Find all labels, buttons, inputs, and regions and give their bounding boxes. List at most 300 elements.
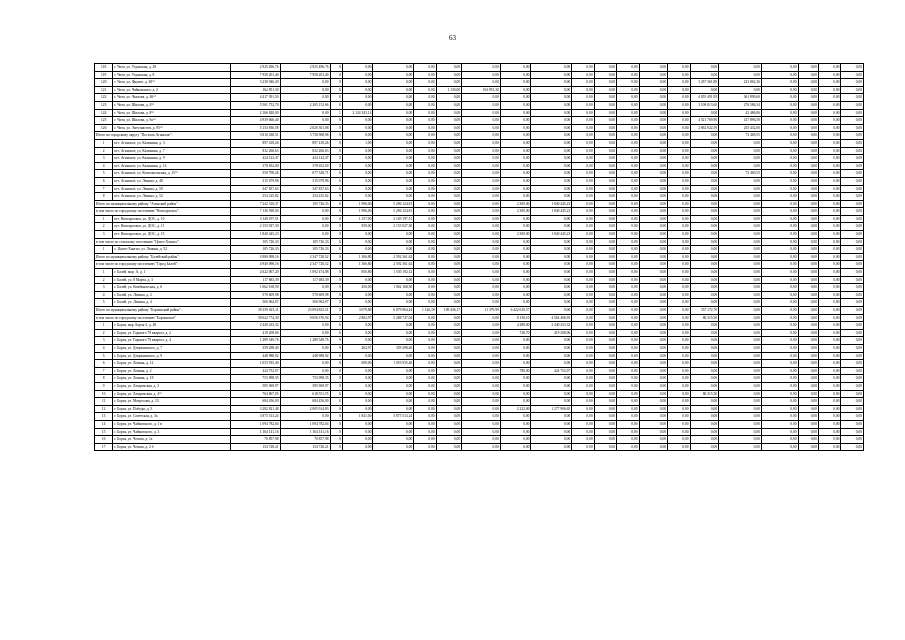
- value-cell: 276 586,34: [719, 101, 762, 109]
- value-cell: 0,00: [761, 390, 798, 398]
- value-cell: 0,00: [668, 405, 690, 413]
- value-cell: 0,00: [617, 94, 639, 102]
- value-cell: 0,00: [798, 208, 818, 216]
- value-cell: 2 862 922,59: [690, 124, 719, 132]
- value-cell: 0,00: [436, 101, 461, 109]
- value-cell: 0,00: [761, 132, 798, 140]
- value-cell: 0,00: [818, 276, 840, 284]
- row-number-cell: 3: [95, 231, 113, 239]
- value-cell: 0,00: [414, 79, 436, 87]
- value-cell: 0,00: [531, 94, 572, 102]
- value-cell: 585 969,97: [230, 382, 280, 390]
- value-cell: 163 851,30: [462, 86, 501, 94]
- value-cell: 0,00: [462, 314, 501, 322]
- value-cell: 1 841,00: [342, 413, 373, 421]
- value-cell: 728,70: [500, 329, 531, 337]
- value-cell: 0,00: [719, 344, 762, 352]
- value-cell: 0: [330, 329, 342, 337]
- value-cell: 0,00: [500, 413, 531, 421]
- value-cell: 0: [330, 382, 342, 390]
- value-cell: 0,00: [798, 155, 818, 163]
- value-cell: 0,00: [594, 109, 616, 117]
- table-row: [95, 269, 864, 277]
- value-cell: 0: [330, 231, 342, 239]
- value-cell: 0,00: [761, 337, 798, 345]
- value-cell: 0,00: [462, 360, 501, 368]
- value-cell: 0,00: [798, 428, 818, 436]
- value-cell: 0,00: [436, 147, 461, 155]
- value-cell: 0,00: [500, 185, 531, 193]
- value-cell: 0,00: [617, 64, 639, 72]
- value-cell: 0,00: [719, 390, 762, 398]
- summary-label-cell: Итого по городскому округу "Поселок Агинское":: [95, 132, 231, 140]
- value-cell: 105 726,33: [280, 238, 330, 246]
- value-cell: 0,00: [462, 390, 501, 398]
- summary-row: [95, 200, 864, 208]
- value-cell: 0,00: [280, 344, 330, 352]
- value-cell: 0,00: [690, 208, 719, 216]
- value-cell: 0,00: [617, 200, 639, 208]
- value-cell: 0,00: [639, 71, 668, 79]
- value-cell: 0,00: [841, 284, 864, 292]
- value-cell: 0,00: [639, 299, 668, 307]
- value-cell: 2 440 433,32: [531, 322, 572, 330]
- value-cell: 0,00: [500, 360, 531, 368]
- value-cell: 0,00: [594, 94, 616, 102]
- value-cell: 0,00: [500, 261, 531, 269]
- value-cell: 0,00: [373, 162, 414, 170]
- value-cell: 0: [330, 79, 342, 87]
- value-cell: 0,00: [373, 329, 414, 337]
- value-cell: 832 266,63: [230, 147, 280, 155]
- row-number-cell: 7: [95, 367, 113, 375]
- value-cell: 0,00: [462, 344, 501, 352]
- address-cell: г. Чита, ул. Энтузиастов, д. 95⁽¹⁾: [113, 124, 230, 132]
- value-cell: 0: [330, 284, 342, 292]
- value-cell: 0,00: [594, 193, 616, 201]
- value-cell: 1 164 141,16: [230, 428, 280, 436]
- value-cell: 0,00: [572, 208, 594, 216]
- value-cell: 0,00: [462, 329, 501, 337]
- value-cell: 0,00: [818, 147, 840, 155]
- page-number: 63: [449, 34, 456, 42]
- value-cell: 0,00: [798, 390, 818, 398]
- value-cell: 0,00: [436, 155, 461, 163]
- value-cell: 0,00: [798, 238, 818, 246]
- value-cell: 424 752,07: [230, 367, 280, 375]
- value-cell: 0,00: [639, 101, 668, 109]
- value-cell: 73 469,55: [719, 132, 762, 140]
- value-cell: 0,00: [798, 443, 818, 451]
- value-cell: 2 153 927,30: [373, 223, 414, 231]
- value-cell: 0,00: [572, 367, 594, 375]
- value-cell: 0,00: [639, 398, 668, 406]
- address-cell: г. Балей, ул. Ленина, д. 2: [113, 291, 230, 299]
- value-cell: 0,00: [841, 436, 864, 444]
- value-cell: 0,00: [414, 269, 436, 277]
- value-cell: 0: [330, 344, 342, 352]
- value-cell: 0,00: [414, 299, 436, 307]
- value-cell: 0,00: [414, 147, 436, 155]
- value-cell: 0,00: [617, 375, 639, 383]
- value-cell: 0,00: [668, 367, 690, 375]
- value-cell: 585 969,97: [280, 382, 330, 390]
- value-cell: 0,00: [639, 436, 668, 444]
- value-cell: 0: [330, 261, 342, 269]
- value-cell: 5 154 836,58: [230, 124, 280, 132]
- value-cell: 0,00: [436, 436, 461, 444]
- value-cell: 0,00: [841, 124, 864, 132]
- value-cell: 0,00: [798, 231, 818, 239]
- summary-label-cell: Итого по муниципальному району "Балейский район":: [95, 253, 231, 261]
- value-cell: 550 798,26: [230, 170, 280, 178]
- value-cell: 0,00: [719, 428, 762, 436]
- value-cell: 0: [330, 352, 342, 360]
- table-row: [95, 139, 864, 147]
- value-cell: 0,00: [818, 223, 840, 231]
- value-cell: 0,00: [500, 337, 531, 345]
- address-cell: г. Балей, мкр. А, д. 1: [113, 269, 230, 277]
- value-cell: 0,00: [572, 443, 594, 451]
- value-cell: 0,00: [572, 261, 594, 269]
- value-cell: 0,00: [572, 398, 594, 406]
- summary-row: [95, 238, 864, 246]
- value-cell: 0,00: [342, 124, 373, 132]
- value-cell: 0,00: [617, 344, 639, 352]
- value-cell: 0,00: [462, 117, 501, 125]
- value-cell: 0,00: [373, 367, 414, 375]
- value-cell: 448 988,92: [280, 352, 330, 360]
- value-cell: 0,00: [617, 139, 639, 147]
- value-cell: 0,00: [798, 139, 818, 147]
- value-cell: 0,00: [798, 299, 818, 307]
- value-cell: 0,00: [668, 269, 690, 277]
- value-cell: 0: [330, 200, 342, 208]
- table-row: [95, 246, 864, 254]
- summary-row: [95, 314, 864, 322]
- value-cell: 1 306,80: [342, 261, 373, 269]
- value-cell: 0,00: [414, 291, 436, 299]
- value-cell: 0,00: [572, 117, 594, 125]
- value-cell: 0,00: [719, 86, 762, 94]
- value-cell: 0,00: [639, 360, 668, 368]
- value-cell: 0,00: [761, 329, 798, 337]
- value-cell: 0,00: [617, 185, 639, 193]
- value-cell: 0,00: [841, 413, 864, 421]
- value-cell: 0,00: [841, 360, 864, 368]
- value-cell: 0,00: [690, 413, 719, 421]
- value-cell: 0,00: [342, 86, 373, 94]
- value-cell: 0,00: [639, 284, 668, 292]
- value-cell: 0,00: [639, 413, 668, 421]
- value-cell: 0,00: [798, 253, 818, 261]
- value-cell: 0,00: [818, 307, 840, 315]
- value-cell: 0,00: [761, 261, 798, 269]
- table-row: [95, 352, 864, 360]
- value-cell: 154 728,21: [230, 443, 280, 451]
- value-cell: 0,00: [818, 428, 840, 436]
- value-cell: 4 939 666,40: [230, 117, 280, 125]
- value-cell: 0,00: [280, 215, 330, 223]
- value-cell: 2 440 433,32: [230, 322, 280, 330]
- value-cell: 0,00: [500, 284, 531, 292]
- value-cell: 0: [330, 139, 342, 147]
- value-cell: 0,00: [500, 215, 531, 223]
- value-cell: 0,00: [462, 398, 501, 406]
- value-cell: 0,00: [818, 420, 840, 428]
- value-cell: 0,00: [414, 253, 436, 261]
- value-cell: 0,00: [617, 291, 639, 299]
- value-cell: 0,00: [436, 117, 461, 125]
- table-row: [95, 329, 864, 337]
- value-cell: 0,00: [572, 276, 594, 284]
- value-cell: 0: [330, 299, 342, 307]
- row-number-cell: 2: [95, 329, 113, 337]
- value-cell: 0,00: [761, 162, 798, 170]
- value-cell: 0,00: [436, 162, 461, 170]
- value-cell: 0,00: [639, 405, 668, 413]
- value-cell: 0,00: [594, 185, 616, 193]
- value-cell: 0,00: [594, 375, 616, 383]
- summary-label-cell: в том числе по городскому поселению "Новоорловск":: [95, 208, 231, 216]
- value-cell: 0,00: [594, 177, 616, 185]
- value-cell: 4 940 098,16: [230, 261, 280, 269]
- value-cell: 0,00: [617, 208, 639, 216]
- value-cell: 0,00: [373, 109, 414, 117]
- value-cell: 0,00: [462, 337, 501, 345]
- value-cell: 1 840 445,23: [531, 208, 572, 216]
- value-cell: 0,00: [668, 94, 690, 102]
- value-cell: 0,00: [462, 375, 501, 383]
- value-cell: 2 005 914,83: [280, 405, 330, 413]
- value-cell: 0,00: [841, 223, 864, 231]
- value-cell: 0,00: [798, 124, 818, 132]
- value-cell: 0,00: [436, 413, 461, 421]
- table-row: [95, 193, 864, 201]
- value-cell: 378 652,00: [280, 162, 330, 170]
- value-cell: 0: [330, 177, 342, 185]
- value-cell: 3 457 361,89: [690, 79, 719, 87]
- value-cell: 1 053 935,40: [373, 360, 414, 368]
- value-cell: 0,00: [414, 124, 436, 132]
- value-cell: 0,00: [342, 291, 373, 299]
- value-cell: 0,00: [798, 398, 818, 406]
- value-cell: 0,00: [342, 405, 373, 413]
- value-cell: 0,00: [373, 155, 414, 163]
- value-cell: 0,00: [531, 101, 572, 109]
- value-cell: 0,00: [841, 94, 864, 102]
- value-cell: 0,00: [719, 177, 762, 185]
- value-cell: 2 622 067,20: [230, 269, 280, 277]
- value-cell: 0,00: [342, 436, 373, 444]
- value-cell: 0,00: [373, 117, 414, 125]
- value-cell: 0,00: [280, 94, 330, 102]
- value-cell: 0,00: [531, 428, 572, 436]
- value-cell: 0,00: [639, 375, 668, 383]
- value-cell: 0,00: [342, 71, 373, 79]
- row-number-cell: 10: [95, 390, 113, 398]
- value-cell: 0,00: [500, 436, 531, 444]
- value-cell: 0,00: [617, 420, 639, 428]
- value-cell: 1 840 445,23: [230, 231, 280, 239]
- value-cell: 0,00: [798, 367, 818, 375]
- value-cell: 0,00: [690, 367, 719, 375]
- value-cell: 0,00: [617, 101, 639, 109]
- value-cell: 0,00: [719, 64, 762, 72]
- value-cell: 0,00: [594, 208, 616, 216]
- value-cell: 0,00: [594, 101, 616, 109]
- value-cell: 0,00: [462, 170, 501, 178]
- value-cell: 0,00: [818, 132, 840, 140]
- value-cell: 0,00: [500, 269, 531, 277]
- value-cell: 0,00: [572, 162, 594, 170]
- table-row: [95, 398, 864, 406]
- value-cell: 0,00: [798, 132, 818, 140]
- value-cell: 0,00: [761, 117, 798, 125]
- value-cell: 0,00: [342, 170, 373, 178]
- value-cell: 0,00: [594, 443, 616, 451]
- value-cell: 0,00: [639, 170, 668, 178]
- value-cell: 0,00: [436, 360, 461, 368]
- value-cell: 0,00: [462, 101, 501, 109]
- value-cell: 4 562 406,95: [531, 314, 572, 322]
- value-cell: 0,00: [761, 185, 798, 193]
- value-cell: 0,00: [761, 71, 798, 79]
- value-cell: 0,00: [373, 101, 414, 109]
- row-number-cell: 119: [95, 71, 113, 79]
- row-number-cell: 1: [95, 269, 113, 277]
- value-cell: 0,00: [414, 390, 436, 398]
- value-cell: 0,00: [436, 64, 461, 72]
- value-cell: 0,00: [414, 443, 436, 451]
- value-cell: 0,00: [761, 170, 798, 178]
- value-cell: 0,00: [414, 337, 436, 345]
- value-cell: 0,00: [436, 261, 461, 269]
- value-cell: 417 896,50: [719, 117, 762, 125]
- address-cell: пгт. Агинское, ул. Ленина, д. 52: [113, 193, 230, 201]
- value-cell: 2 925 496,76: [280, 64, 330, 72]
- table-row: [95, 375, 864, 383]
- value-cell: 3 108 013,60: [690, 101, 719, 109]
- value-cell: 0: [330, 291, 342, 299]
- value-cell: 0,00: [798, 269, 818, 277]
- value-cell: 0,00: [798, 71, 818, 79]
- value-cell: 0,00: [761, 64, 798, 72]
- value-cell: 1 840 445,23: [531, 231, 572, 239]
- address-cell: г. Борзя, ул. Чайковского, д. 3: [113, 428, 230, 436]
- address-cell: г. Борзя, ул. Матросова, д. 23: [113, 398, 230, 406]
- value-cell: 0,00: [414, 215, 436, 223]
- value-cell: 0,00: [841, 375, 864, 383]
- value-cell: 0,00: [841, 64, 864, 72]
- value-cell: 0,00: [617, 231, 639, 239]
- value-cell: 0,00: [639, 390, 668, 398]
- value-cell: 0,00: [798, 101, 818, 109]
- value-cell: 0,00: [572, 269, 594, 277]
- value-cell: 0,00: [818, 291, 840, 299]
- value-cell: 0,00: [531, 79, 572, 87]
- value-cell: 566 962,07: [230, 299, 280, 307]
- value-cell: 0: [330, 405, 342, 413]
- value-cell: 86 315,50: [690, 390, 719, 398]
- value-cell: 1 126,39: [414, 307, 436, 315]
- value-cell: 2 026 301,08: [280, 124, 330, 132]
- value-cell: 0,00: [668, 223, 690, 231]
- value-cell: 0,00: [668, 124, 690, 132]
- value-cell: 0,00: [798, 420, 818, 428]
- value-cell: 105 726,33: [230, 238, 280, 246]
- value-cell: 0,00: [342, 193, 373, 201]
- summary-row: [95, 132, 864, 140]
- value-cell: 378 652,00: [230, 162, 280, 170]
- value-cell: 0,00: [436, 223, 461, 231]
- value-cell: 0,00: [572, 420, 594, 428]
- value-cell: 0: [330, 322, 342, 330]
- value-cell: 0: [330, 170, 342, 178]
- value-cell: 0,00: [572, 86, 594, 94]
- value-cell: 0,00: [531, 344, 572, 352]
- value-cell: 0: [330, 398, 342, 406]
- value-cell: 0,00: [414, 276, 436, 284]
- value-cell: 0,00: [617, 284, 639, 292]
- value-cell: 0,00: [462, 124, 501, 132]
- value-cell: 0,00: [594, 329, 616, 337]
- value-cell: 0: [330, 375, 342, 383]
- value-cell: 2 347 728,52: [280, 253, 330, 261]
- table-row: [95, 344, 864, 352]
- value-cell: 7 958 201,40: [230, 71, 280, 79]
- value-cell: 0,00: [572, 382, 594, 390]
- value-cell: 0,00: [690, 238, 719, 246]
- value-cell: 361 899,60: [719, 94, 762, 102]
- value-cell: 0,00: [639, 109, 668, 117]
- value-cell: 0,00: [280, 284, 330, 292]
- value-cell: 3 230 946,20: [230, 79, 280, 87]
- value-cell: 0,00: [462, 436, 501, 444]
- value-cell: 0,00: [500, 390, 531, 398]
- address-cell: пгт. Агинское, ул. Ленина, д. 50: [113, 185, 230, 193]
- value-cell: 0,00: [818, 314, 840, 322]
- value-cell: 3 282 821,48: [230, 405, 280, 413]
- value-cell: 0,00: [462, 64, 501, 72]
- value-cell: 0,00: [639, 185, 668, 193]
- value-cell: 0,00: [841, 200, 864, 208]
- value-cell: 0,00: [373, 124, 414, 132]
- value-cell: 70 857,98: [230, 436, 280, 444]
- value-cell: 0,00: [531, 276, 572, 284]
- value-cell: 0,00: [617, 223, 639, 231]
- value-cell: 0,00: [572, 428, 594, 436]
- value-cell: 0,00: [690, 443, 719, 451]
- value-cell: 73 469,55: [719, 170, 762, 178]
- row-number-cell: 4: [95, 291, 113, 299]
- value-cell: 0,00: [414, 329, 436, 337]
- value-cell: 0,00: [342, 246, 373, 254]
- table-row: [95, 337, 864, 345]
- value-cell: 2 592 361,62: [373, 253, 414, 261]
- value-cell: 0,00: [818, 382, 840, 390]
- value-cell: 0,00: [668, 208, 690, 216]
- address-cell: пгт. Агинское, ул. Калинина, д. 3: [113, 139, 230, 147]
- value-cell: 0,00: [639, 261, 668, 269]
- row-number-cell: 4: [95, 344, 113, 352]
- row-number-cell: 16: [95, 436, 113, 444]
- value-cell: 0,00: [798, 185, 818, 193]
- value-cell: 0,00: [761, 124, 798, 132]
- row-number-cell: 126: [95, 124, 113, 132]
- summary-label-cell: Итого по муниципальному району "Агинский район":: [95, 200, 231, 208]
- value-cell: 753 098,35: [280, 375, 330, 383]
